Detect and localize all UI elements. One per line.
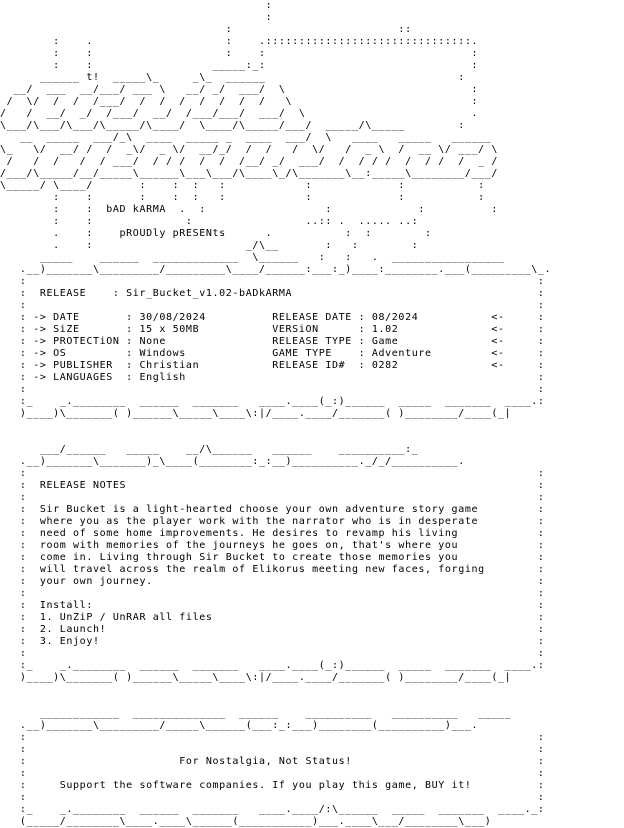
nfo-text: : : : :: : . : .:::::::::::::::::::::::::::::::. : : : : : : : _____:_: : ______ t! _____\_ _\_ ______ : __/ ___ __/___/ ___ \ __/ _/ ___/ \ : / \/ / / /___/ / / / / / / / \ : / / __/ _/ /___/ __/ /___/___/ ___/ \ . \___/\___/\___/\_____/\____/ \____/\_____/___/ _____/\_____ : __ _____ ___/_\ ____ _____ _ ____ ___/ \ ____ _____ ______ \_ \/ __/ / / _\/ _ \/ __/_/ / / / \/ / _ \ / __ \/ ___/ \ / / / / / ___/ / / / / / /__/ _/ ___/ / / / / / / / / _ / /___/\_____/__/_____\______\___\___/\____\_/\_______\__:_____\________/___/ \_____/ \____/ : : : : : : : : : : : : : : : : : : bAD kARMA . : : : : : : : ..:: . ..... ..: . : pROUDly pRESENts . : : : . : _/\__ : : : _____ ______ _____________ \______ : : . _________________ .__)_______\_________/_________\____/______:___:_)____:________.___(_________\_. : : : RELEASE : Sir_Bucket_v1.02-bADkARMA : : : : -> DATE : 30/08/2024 RELEASE DATE : 08/2024 <- : : -> SiZE : 15 x 50MB VERSiON : 1.02 <- : : -> PROTECTiON : None RELEASE TYPE : Game <- : : -> OS : Windows GAME TYPE : Adventure <- : : -> PUBLISHER : Christian RELEASE ID# : 0282 <- : : -> LANGUAGES : English : : : :_ _.________ ______ _______ ____.____(_:)______ _____ _______ ____.: )____)\_______( )______\_____\____\:|/____.____/_______( )________/____(_| ___/______ _____ __/\______ ______ __________:_ .__)_______\_______)_\____(________:_:__)__________._/_/__________. : : : RELEASE NOTES : : : : Sir Bucket is a light-hearted choose your own adventure story game : : where you as the player work with the narrator who is in desperate : : need of some home improvements. He desires to revamp his living : : room with memories of the journeys he goes on, that's where you : : come in. Living through Sir Bucket to create those memories you : : will travel across the realm of Elikorus meeting new faces, forging : : your own journey. : : : : Install: : : 1. UnZiP / UnRAR all files : : 2. Launch! : : 3. Enjoy! : : : :_ _.________ ______ _______ ____.____(_:)______ _____ _______ ____.: )____)\_______( )______\_____\____\:|/____.____/_______( )________/____(_| ____________ ______________ ______ __________ __________ _____ .__)_______\_________/_____\______(___:_:___)________(__________)___. : : : : : For Nostalgia, Not Status! : : : : Support the software companies. If you play this game, BUY it! : : : :_ _.________ ______ _______ ____.____/:\______ _____ _______ ____._: (_____/________\____.____\______(___________)___.____\___/________\___) bbox=[0, 0, 552, 827]
